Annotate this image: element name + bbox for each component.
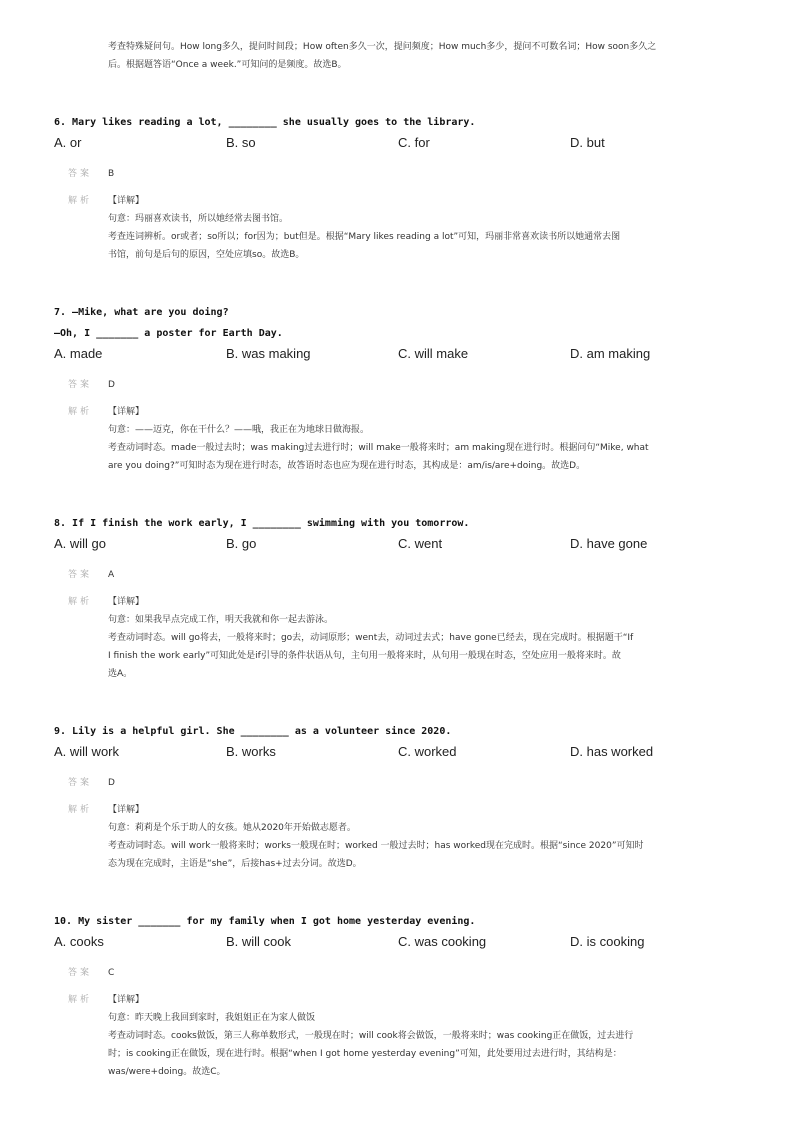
analysis-row [68,801,754,873]
answer-row [68,165,754,183]
options [54,344,754,366]
option-c[interactable]: C. went [398,536,443,551]
answer-value: C [108,968,115,978]
answer-row [68,566,754,584]
question-stem: 8. If I finish the work early, I ________ swimming with you tomorrow. [54,518,470,529]
answer-row [68,964,754,982]
question-stem: 10. My sister _______ for my family when I got home yesterday evening. [54,916,476,927]
question-stem: 7. —Mike, what are you doing? [54,307,229,318]
option-d[interactable]: D. has worked [570,744,654,759]
analysis-line: 考查动词时态。will go将去，一般将来时；go去，动词原形；went去，动词过去式；have gone已经去，现在完成时。根据题干“If [108,633,634,643]
analysis-text [108,192,754,264]
question-stem: 6. Mary likes reading a lot, ________ she usually goes to the library. [54,117,476,128]
analysis-label: 解析 [68,995,93,1005]
question-8 [54,513,754,683]
option-a[interactable]: A. will go [54,536,107,551]
option-d[interactable]: D. is cooking [570,934,645,949]
answer-label: 答案 [68,778,93,788]
analysis-line: 态为现在完成时，主语是“she”，后接has+过去分词。故选D。 [108,859,362,869]
analysis-line: 时；is cooking正在做饭，现在进行时。根据“when I got home yesterday evening”可知，此处要用过去进行时，其结构是： [108,1049,622,1059]
analysis-text [108,801,754,873]
options [54,742,754,764]
analysis-line: 选A。 [108,669,133,679]
analysis-line: 句意：如果我早点完成工作，明天我就和你一起去游泳。 [108,615,334,625]
analysis-line: 句意：莉莉是个乐于助人的女孩。她从2020年开始做志愿者。 [108,823,356,833]
question-9 [54,721,754,873]
analysis-line: 考查连词辨析。or或者；so所以；for因为；but但是。根据“Mary likes reading a lot”可知，玛丽非常喜欢读书所以她通常去图 [108,232,621,242]
answer-label: 答案 [68,570,93,580]
analysis-label: 解析 [68,597,93,607]
answer-row [68,774,754,792]
analysis-line: 书馆，前句是后句的原因，空处应填so。故选B。 [108,250,305,260]
answer-label: 答案 [68,968,93,978]
option-a[interactable]: A. made [54,346,103,361]
option-c[interactable]: C. worked [398,744,457,759]
analysis-label: 解析 [68,196,93,206]
answer-value: A [108,570,115,580]
analysis-label: 解析 [68,407,93,417]
analysis-line: I finish the work early”可知此处是if引导的条件状语从句，主句用一般将来时，从句用一般现在时态，空处应用一般将来时。故 [108,651,621,661]
analysis-line: was/were+doing。故选C。 [108,1067,226,1077]
analysis-text [108,593,754,683]
answer-label: 答案 [68,169,93,179]
analysis-line: 【详解】 [108,407,145,417]
option-c[interactable]: C. was cooking [398,934,487,949]
analysis-line: 句意：玛丽喜欢读书，所以她经常去图书馆。 [108,214,289,224]
analysis-text [108,403,754,475]
explanation-line: 考查特殊疑问句。How long多久，提问时间段；How often多久一次，提问频度；How much多少，提问不可数名词；How soon多久之 [108,42,657,52]
option-b[interactable]: B. was making [226,346,311,361]
analysis-line: 考查动词时态。will work一般将来时；works一般现在时；worked 一般过去时；has worked现在完成时。根据“since 2020”可知时 [108,841,644,851]
analysis-line: 考查动词时态。made一般过去时；was making过去进行时；will make一般将来时；am making现在进行时。根据问句“Mike, what [108,443,649,453]
analysis-text [108,991,754,1081]
analysis-line: 【详解】 [108,995,145,1005]
option-c[interactable]: C. will make [398,346,469,361]
options [54,932,754,954]
answer-value: D [108,778,115,788]
answer-row [68,376,754,394]
analysis-line: 【详解】 [108,196,145,206]
analysis-line: 考查动词时态。cooks做饭，第三人称单数形式，一般现在时；will cook将会做饭，一般将来时；was cooking正在做饭，过去进行 [108,1031,634,1041]
analysis-line: 【详解】 [108,805,145,815]
analysis-line: 句意：——迈克，你在干什么？——哦，我正在为地球日做海报。 [108,425,370,435]
question-10 [54,911,754,1081]
option-a[interactable]: A. cooks [54,934,104,949]
option-d[interactable]: D. am making [570,346,651,361]
answer-value: B [108,169,115,179]
question-7 [54,302,754,475]
option-b[interactable]: B. will cook [226,934,292,949]
explanation-line: 后。根据题答语“Once a week.”可知问的是频度。故选B。 [108,60,347,70]
analysis-row [68,192,754,264]
analysis-line: 句意：昨天晚上我回到家时，我姐姐正在为家人做饭 [108,1013,316,1023]
analysis-line: 【详解】 [108,597,145,607]
option-d[interactable]: D. but [570,135,605,150]
answer-label: 答案 [68,380,93,390]
previous-explanation [108,38,728,74]
option-a[interactable]: A. or [54,135,82,150]
analysis-row [68,403,754,475]
option-d[interactable]: D. have gone [570,536,648,551]
option-b[interactable]: B. so [226,135,256,150]
options [54,534,754,556]
answer-value: D [108,380,115,390]
question-stem: 9. Lily is a helpful girl. She ________ as a volunteer since 2020. [54,726,452,737]
option-a[interactable]: A. will work [54,744,120,759]
options [54,133,754,155]
option-b[interactable]: B. works [226,744,276,759]
analysis-row [68,593,754,683]
analysis-label: 解析 [68,805,93,815]
question-stem: —Oh, I _______ a poster for Earth Day. [54,328,283,339]
analysis-row [68,991,754,1081]
option-b[interactable]: B. go [226,536,257,551]
analysis-line: are you doing?”可知时态为现在进行时态，故答语时态也应为现在进行时态，其构成是：am/is/are+doing。故选D。 [108,461,586,471]
option-c[interactable]: C. for [398,135,430,150]
question-6 [54,112,754,264]
